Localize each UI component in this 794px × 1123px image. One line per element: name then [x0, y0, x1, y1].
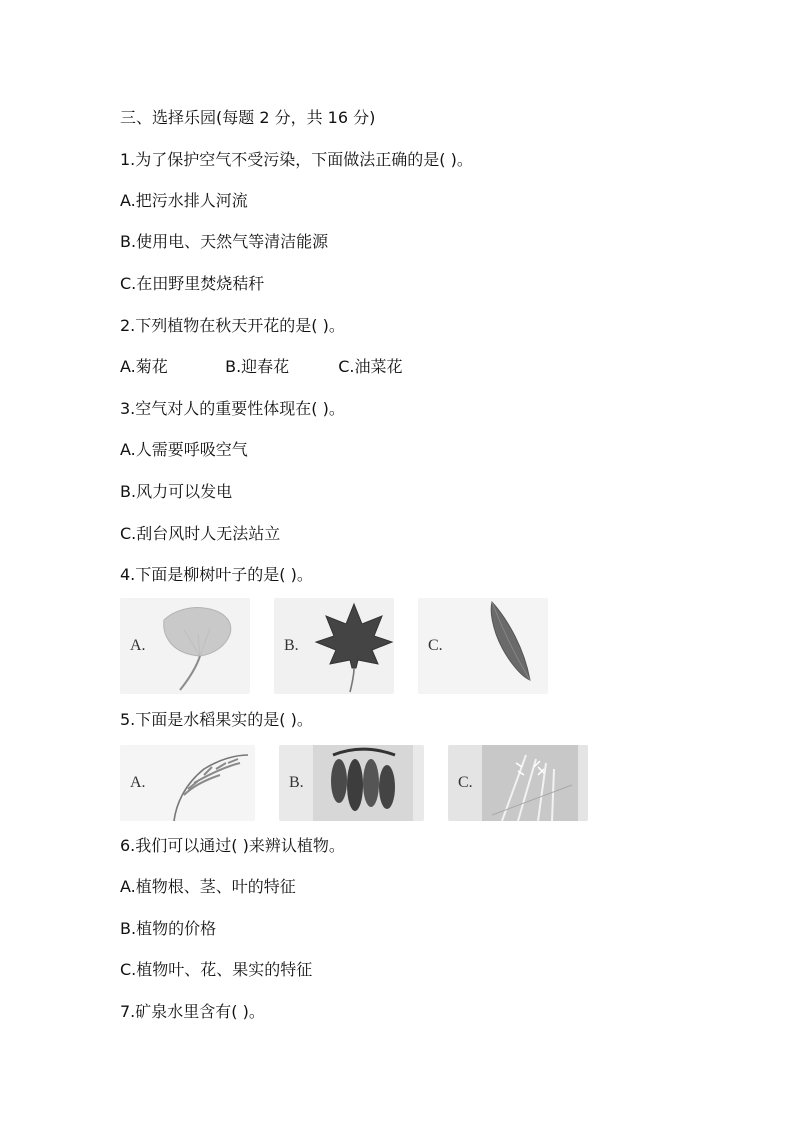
q5-image-b: [279, 745, 424, 821]
q4-image-a: [120, 598, 250, 694]
ginkgo-leaf-icon: [154, 598, 244, 694]
question-6: 6.我们可以通过( )来辨认植物。: [120, 836, 345, 855]
q4-image-c-label: C.: [428, 637, 443, 654]
q6-option-a: A.植物根、茎、叶的特征: [120, 877, 296, 896]
q1-option-c: C.在田野里焚烧秸秆: [120, 274, 265, 293]
q4-image-c: [418, 598, 548, 694]
q6-option-b: B.植物的价格: [120, 919, 217, 938]
q4-image-options: [120, 598, 548, 694]
question-4: 4.下面是柳树叶子的是( )。: [120, 565, 313, 584]
q5-image-b-label: B.: [289, 774, 304, 791]
q4-image-b-label: B.: [284, 637, 299, 654]
section-title: 三、选择乐园(每题 2 分，共 16 分): [120, 108, 376, 127]
q3-option-c: C.刮台风时人无法站立: [120, 524, 281, 543]
maple-leaf-icon: [308, 598, 398, 694]
q5-image-options: [120, 745, 588, 821]
q4-image-a-label: A.: [130, 637, 146, 654]
q4-image-b: [274, 598, 394, 694]
q6-option-c: C.植物叶、花、果实的特征: [120, 960, 313, 979]
question-7: 7.矿泉水里含有( )。: [120, 1002, 265, 1021]
q2-option-c: C.油菜花: [338, 357, 403, 376]
q5-image-c: [448, 745, 588, 821]
question-2: 2.下列植物在秋天开花的是( )。: [120, 316, 345, 335]
q1-option-a: A.把污水排人河流: [120, 191, 248, 210]
q5-image-a: [120, 745, 255, 821]
q2-options: [120, 357, 402, 377]
rice-ear-icon: [154, 745, 250, 821]
q5-image-a-label: A.: [130, 774, 146, 791]
wheat-ear-icon: [482, 745, 578, 821]
millet-ear-icon: [313, 745, 413, 821]
q3-option-b: B.风力可以发电: [120, 482, 233, 501]
q2-option-b: B.迎春花: [225, 357, 290, 376]
q2-option-a: A.菊花: [120, 357, 168, 376]
q3-option-a: A.人需要呼吸空气: [120, 440, 248, 459]
question-5: 5.下面是水稻果实的是( )。: [120, 710, 313, 729]
q1-option-b: B.使用电、天然气等清洁能源: [120, 232, 329, 251]
willow-leaf-icon: [452, 598, 542, 694]
q5-image-c-label: C.: [458, 774, 473, 791]
question-3: 3.空气对人的重要性体现在( )。: [120, 399, 345, 418]
question-1: 1.为了保护空气不受污染，下面做法正确的是( )。: [120, 150, 473, 169]
